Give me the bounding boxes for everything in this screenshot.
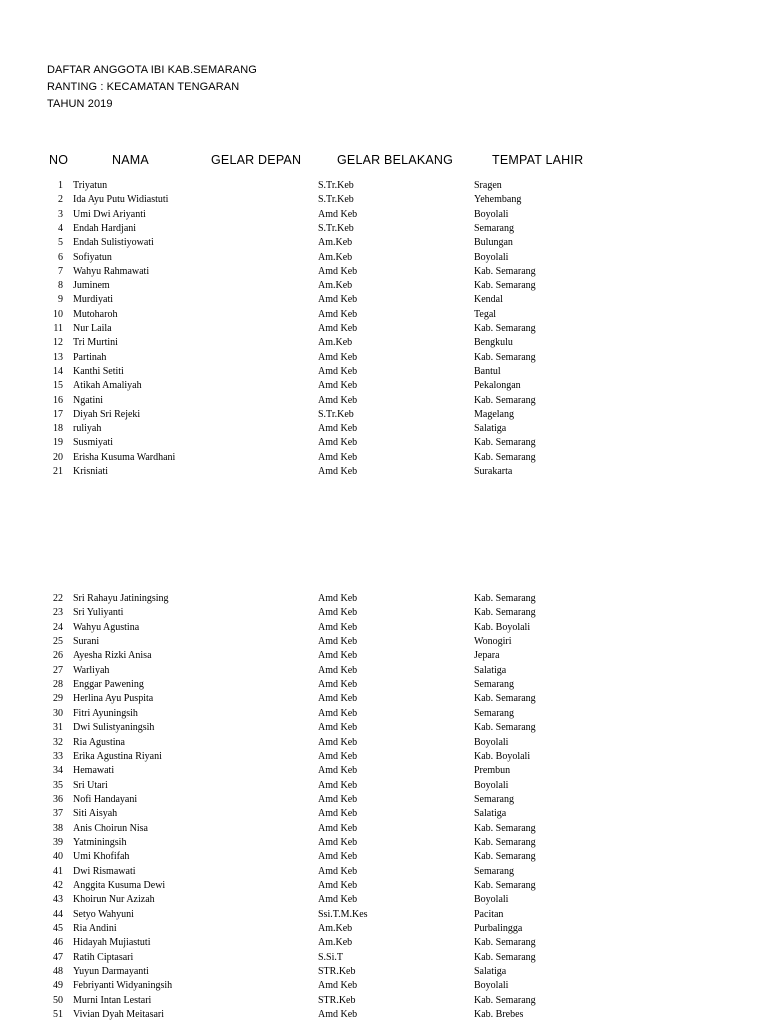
member-tempat-lahir: Semarang (474, 707, 514, 719)
member-tempat-lahir: Semarang (474, 865, 514, 877)
member-gelar-belakang: Amd Keb (318, 836, 358, 848)
member-name: Anis Choirun Nisa (73, 822, 148, 834)
row-number: 36 (53, 793, 63, 805)
member-name: Krisniati (73, 466, 108, 477)
member-gelar-belakang: S.Tr.Keb (318, 194, 354, 206)
member-tempat-lahir: Kab. Semarang (474, 323, 536, 334)
member-tempat-lahir: Pekalongan (474, 380, 521, 392)
member-name: Dwi Rismawati (73, 865, 136, 877)
row-number: 6 (58, 251, 63, 263)
row-number: 44 (53, 908, 63, 920)
table-row (0, 365, 768, 379)
member-tempat-lahir: Boyolali (474, 894, 509, 906)
member-name: Atikah Amaliyah (73, 380, 142, 392)
table-row (0, 236, 768, 250)
member-gelar-belakang: Amd Keb (318, 865, 358, 877)
member-name: Umi Dwi Ariyanti (73, 208, 146, 220)
row-number: 22 (53, 593, 63, 604)
member-gelar-belakang: Amd Keb (318, 423, 358, 435)
table-row (0, 922, 768, 936)
member-gelar-belakang: Am.Keb (318, 923, 353, 935)
row-number: 27 (53, 664, 63, 676)
member-tempat-lahir: Kab. Semarang (474, 280, 536, 292)
member-tempat-lahir: Bantul (474, 365, 501, 377)
member-name: Susmiyati (73, 437, 114, 449)
member-tempat-lahir: Kab. Semarang (474, 822, 536, 834)
row-number: 10 (53, 308, 63, 320)
table-row (0, 322, 768, 336)
member-name: Umi Khofifah (73, 851, 130, 863)
member-gelar-belakang: Amd Keb (318, 394, 358, 406)
table-row (0, 621, 768, 635)
member-gelar-belakang: Ssi.T.M.Kes (318, 908, 368, 920)
member-tempat-lahir: Kab. Semarang (474, 451, 536, 463)
member-gelar-belakang: Amd Keb (318, 621, 358, 633)
member-name: Sofiyatun (73, 251, 112, 263)
row-number: 28 (53, 679, 63, 691)
member-name: Sri Yuliyanti (73, 607, 124, 619)
member-tempat-lahir: Kab. Semarang (474, 722, 536, 734)
member-name: Setyo Wahyuni (73, 908, 134, 920)
row-number: 21 (53, 466, 63, 477)
row-number: 4 (58, 222, 63, 234)
member-tempat-lahir: Yehembang (474, 194, 522, 206)
table-row (0, 336, 768, 350)
row-number: 7 (58, 265, 63, 277)
member-name: Diyah Sri Rejeki (73, 408, 141, 420)
member-tempat-lahir: Kab. Semarang (474, 851, 536, 863)
table-row (0, 951, 768, 965)
member-tempat-lahir: Salatiga (474, 423, 507, 435)
row-number: 48 (53, 966, 63, 978)
row-number: 23 (53, 607, 63, 619)
row-number: 34 (53, 765, 63, 777)
member-tempat-lahir: Kab. Semarang (474, 937, 536, 949)
member-tempat-lahir: Boyolali (474, 736, 509, 748)
column-header-nama: NAMA (112, 153, 149, 167)
member-tempat-lahir: Kab. Semarang (474, 951, 536, 963)
member-gelar-belakang: Amd Keb (318, 466, 358, 477)
row-number: 30 (53, 707, 63, 719)
member-name: Dwi Sulistyaningsih (73, 722, 155, 734)
member-tempat-lahir: Boyolali (474, 251, 509, 263)
table-row (0, 436, 768, 450)
row-number: 3 (58, 208, 63, 220)
member-gelar-belakang: Am.Keb (318, 280, 353, 292)
row-number: 29 (53, 693, 63, 705)
table-row (0, 179, 768, 193)
member-gelar-belakang: Amd Keb (318, 779, 358, 791)
member-gelar-belakang: Amd Keb (318, 722, 358, 734)
row-number: 47 (53, 951, 63, 963)
member-gelar-belakang: Amd Keb (318, 294, 358, 306)
member-gelar-belakang: Amd Keb (318, 664, 358, 676)
member-gelar-belakang: S.Tr.Keb (318, 408, 354, 420)
row-number: 37 (53, 808, 63, 820)
table-row (0, 592, 768, 606)
row-number: 31 (53, 722, 63, 734)
member-name: Kanthi Setiti (73, 365, 124, 377)
member-name: Wahyu Rahmawati (73, 265, 150, 277)
member-tempat-lahir: Kab. Semarang (474, 394, 536, 406)
table-row (0, 893, 768, 907)
member-gelar-belakang: Amd Keb (318, 380, 358, 392)
member-gelar-belakang: Amd Keb (318, 308, 358, 320)
row-number: 50 (53, 994, 63, 1006)
member-tempat-lahir: Salatiga (474, 664, 507, 676)
member-name: Yuyun Darmayanti (73, 966, 149, 978)
table-row (0, 822, 768, 836)
document-subtitle-ranting: RANTING : KECAMATAN TENGARAN (47, 81, 240, 93)
table-row (0, 692, 768, 706)
member-name: Mutoharoh (73, 308, 118, 320)
member-name: Sri Utari (73, 779, 108, 791)
member-gelar-belakang: STR.Keb (318, 994, 356, 1006)
member-gelar-belakang: Amd Keb (318, 1009, 358, 1021)
table-row (0, 606, 768, 620)
member-name: Juminem (73, 280, 110, 292)
member-tempat-lahir: Kab. Boyolali (474, 750, 531, 762)
row-number: 38 (53, 822, 63, 834)
member-name: Murdiyati (73, 294, 113, 306)
row-number: 18 (53, 423, 63, 435)
row-number: 26 (53, 650, 63, 662)
row-number: 15 (53, 380, 63, 392)
table-row (0, 293, 768, 307)
table-row (0, 222, 768, 236)
row-number: 5 (58, 237, 63, 249)
member-name: Wahyu Agustina (73, 621, 140, 633)
table-row (0, 994, 768, 1008)
table-row (0, 850, 768, 864)
row-number: 25 (53, 636, 63, 648)
row-number: 39 (53, 836, 63, 848)
document-title: DAFTAR ANGGOTA IBI KAB.SEMARANG (47, 64, 257, 76)
member-tempat-lahir: Kab. Semarang (474, 437, 536, 449)
row-number: 43 (53, 894, 63, 906)
table-row (0, 251, 768, 265)
member-gelar-belakang: Am.Keb (318, 937, 353, 949)
member-gelar-belakang: Amd Keb (318, 693, 358, 705)
table-row (0, 664, 768, 678)
member-name: Ayesha Rizki Anisa (73, 650, 152, 662)
member-gelar-belakang: Amd Keb (318, 793, 358, 805)
member-tempat-lahir: Semarang (474, 222, 514, 234)
member-name: Partinah (73, 351, 107, 363)
member-name: Erika Agustina Riyani (73, 750, 162, 762)
member-gelar-belakang: S.Tr.Keb (318, 222, 354, 234)
member-name: Nofi Handayani (73, 793, 138, 805)
member-tempat-lahir: Purbalingga (474, 923, 523, 935)
member-tempat-lahir: Kab. Semarang (474, 836, 536, 848)
document-subtitle-year: TAHUN 2019 (47, 98, 113, 110)
table-row (0, 908, 768, 922)
table-row (0, 649, 768, 663)
table-row (0, 793, 768, 807)
row-number: 32 (53, 736, 63, 748)
row-number: 51 (53, 1009, 63, 1021)
table-row (0, 750, 768, 764)
member-gelar-belakang: Amd Keb (318, 636, 358, 648)
member-name: Endah Hardjani (73, 222, 137, 234)
table-row (0, 408, 768, 422)
member-tempat-lahir: Boyolali (474, 779, 509, 791)
member-tempat-lahir: Magelang (474, 408, 514, 420)
member-gelar-belakang: Amd Keb (318, 736, 358, 748)
member-name: Yatminingsih (73, 836, 127, 848)
member-gelar-belakang: Amd Keb (318, 851, 358, 863)
table-row (0, 979, 768, 993)
member-gelar-belakang: Amd Keb (318, 894, 358, 906)
member-name: Vivian Dyah Meitasari (73, 1009, 165, 1021)
member-gelar-belakang: Amd Keb (318, 808, 358, 820)
member-gelar-belakang: Amd Keb (318, 679, 358, 691)
table-row (0, 422, 768, 436)
member-tempat-lahir: Bengkulu (474, 337, 513, 349)
member-tempat-lahir: Kab. Semarang (474, 880, 536, 891)
row-number: 14 (53, 365, 63, 377)
member-gelar-belakang: STR.Keb (318, 966, 356, 978)
table-row (0, 193, 768, 207)
member-gelar-belakang: Am.Keb (318, 237, 353, 249)
table-row (0, 265, 768, 279)
member-gelar-belakang: Amd Keb (318, 265, 358, 277)
member-gelar-belakang: Amd Keb (318, 208, 358, 220)
member-tempat-lahir: Kab. Semarang (474, 351, 536, 363)
member-gelar-belakang: Am.Keb (318, 337, 353, 349)
table-row (0, 351, 768, 365)
table-row (0, 678, 768, 692)
member-name: ruliyah (73, 423, 102, 435)
row-number: 12 (53, 337, 63, 349)
member-gelar-belakang: Amd Keb (318, 437, 358, 449)
member-name: Hidayah Mujiastuti (73, 937, 151, 949)
member-gelar-belakang: Amd Keb (318, 980, 358, 992)
member-tempat-lahir: Kab. Semarang (474, 994, 536, 1006)
row-number: 17 (53, 408, 63, 420)
member-gelar-belakang: Amd Keb (318, 607, 358, 619)
member-name: Fitri Ayuningsih (73, 707, 138, 719)
member-tempat-lahir: Semarang (474, 679, 514, 691)
member-name: Tri Murtini (73, 337, 118, 349)
document-header (47, 62, 257, 113)
row-number: 42 (53, 880, 63, 891)
member-tempat-lahir: Pacitan (474, 908, 504, 920)
member-gelar-belakang: Am.Keb (318, 251, 353, 263)
row-number: 46 (53, 937, 63, 949)
member-gelar-belakang: Amd Keb (318, 323, 358, 334)
member-name: Ngatini (73, 394, 103, 406)
table-row (0, 635, 768, 649)
member-tempat-lahir: Boyolali (474, 980, 509, 992)
member-gelar-belakang: Amd Keb (318, 365, 358, 377)
member-name: Khoirun Nur Azizah (73, 894, 155, 906)
member-tempat-lahir: Kab. Semarang (474, 607, 536, 619)
member-tempat-lahir: Bulungan (474, 237, 513, 249)
row-number: 41 (53, 865, 63, 877)
member-name: Febriyanti Widyaningsih (73, 980, 173, 992)
member-gelar-belakang: Amd Keb (318, 822, 358, 834)
member-gelar-belakang: Amd Keb (318, 750, 358, 762)
member-gelar-belakang: Amd Keb (318, 707, 358, 719)
member-name: Enggar Pawening (73, 679, 144, 691)
member-gelar-belakang: S.Si.T (318, 951, 344, 963)
table-row (0, 865, 768, 879)
table-row (0, 279, 768, 293)
member-tempat-lahir: Wonogiri (474, 636, 512, 648)
member-name: Murni Intan Lestari (73, 994, 152, 1006)
table-row (0, 379, 768, 393)
member-tempat-lahir: Kab. Brebes (474, 1009, 524, 1021)
row-number: 11 (53, 323, 63, 334)
member-tempat-lahir: Prembun (474, 765, 511, 777)
member-tempat-lahir: Kab. Semarang (474, 593, 536, 604)
column-header-no: NO (49, 153, 69, 167)
member-tempat-lahir: Kab. Semarang (474, 265, 536, 277)
member-tempat-lahir: Salatiga (474, 808, 507, 820)
table-row (0, 208, 768, 222)
row-number: 45 (53, 923, 63, 935)
member-tempat-lahir: Kab. Boyolali (474, 621, 531, 633)
member-gelar-belakang: Amd Keb (318, 765, 358, 777)
table-row (0, 764, 768, 778)
member-name: Ida Ayu Putu Widiastuti (73, 194, 169, 206)
table-row (0, 936, 768, 950)
member-name: Warliyah (73, 664, 110, 676)
table-row (0, 836, 768, 850)
table-row (0, 451, 768, 465)
member-name: Anggita Kusuma Dewi (73, 880, 166, 891)
table-row (0, 721, 768, 735)
table-row (0, 965, 768, 979)
member-name: Siti Aisyah (73, 808, 118, 820)
member-gelar-belakang: Amd Keb (318, 451, 358, 463)
member-tempat-lahir: Sragen (474, 180, 502, 191)
row-number: 40 (53, 851, 63, 863)
member-name: Erisha Kusuma Wardhani (73, 451, 176, 463)
member-name: Surani (73, 636, 100, 648)
member-tempat-lahir: Surakarta (474, 466, 513, 477)
row-number: 49 (53, 980, 63, 992)
member-tempat-lahir: Tegal (474, 308, 497, 320)
table-row (0, 736, 768, 750)
member-tempat-lahir: Jepara (474, 650, 500, 662)
row-number: 35 (53, 779, 63, 791)
member-name: Ria Andini (73, 923, 117, 935)
row-number: 16 (53, 394, 63, 406)
table-row (0, 308, 768, 322)
table-row (0, 779, 768, 793)
member-tempat-lahir: Kendal (474, 294, 503, 306)
row-number: 9 (58, 294, 63, 306)
member-gelar-belakang: Amd Keb (318, 650, 358, 662)
member-gelar-belakang: S.Tr.Keb (318, 180, 354, 191)
row-number: 20 (53, 451, 63, 463)
column-header-tempat-lahir: TEMPAT LAHIR (492, 153, 584, 167)
member-name: Herlina Ayu Puspita (73, 693, 154, 705)
row-number: 19 (53, 437, 63, 449)
member-name: Ratih Ciptasari (73, 951, 134, 963)
column-header-gelar-depan: GELAR DEPAN (211, 153, 302, 167)
column-header-gelar-belakang: GELAR BELAKANG (337, 153, 454, 167)
table-row (0, 807, 768, 821)
row-number: 33 (53, 750, 63, 762)
member-gelar-belakang: Amd Keb (318, 351, 358, 363)
table-row (0, 394, 768, 408)
table-row (0, 465, 768, 479)
member-gelar-belakang: Amd Keb (318, 593, 358, 604)
row-number: 1 (58, 180, 63, 191)
table-row (0, 879, 768, 893)
table-row (0, 707, 768, 721)
member-tempat-lahir: Salatiga (474, 966, 507, 978)
member-tempat-lahir: Boyolali (474, 208, 509, 220)
row-number: 13 (53, 351, 63, 363)
member-name: Ria Agustina (73, 736, 125, 748)
member-name: Hemawati (73, 765, 115, 777)
member-name: Triyatun (73, 180, 108, 191)
member-tempat-lahir: Kab. Semarang (474, 693, 536, 705)
row-number: 24 (53, 621, 63, 633)
table-row (0, 1008, 768, 1022)
member-name: Endah Sulistiyowati (73, 237, 154, 249)
member-name: Nur Laila (73, 323, 112, 334)
member-name: Sri Rahayu Jatiningsing (73, 593, 169, 604)
member-tempat-lahir: Semarang (474, 793, 514, 805)
row-number: 8 (58, 280, 63, 292)
row-number: 2 (58, 194, 63, 206)
member-gelar-belakang: Amd Keb (318, 880, 358, 891)
